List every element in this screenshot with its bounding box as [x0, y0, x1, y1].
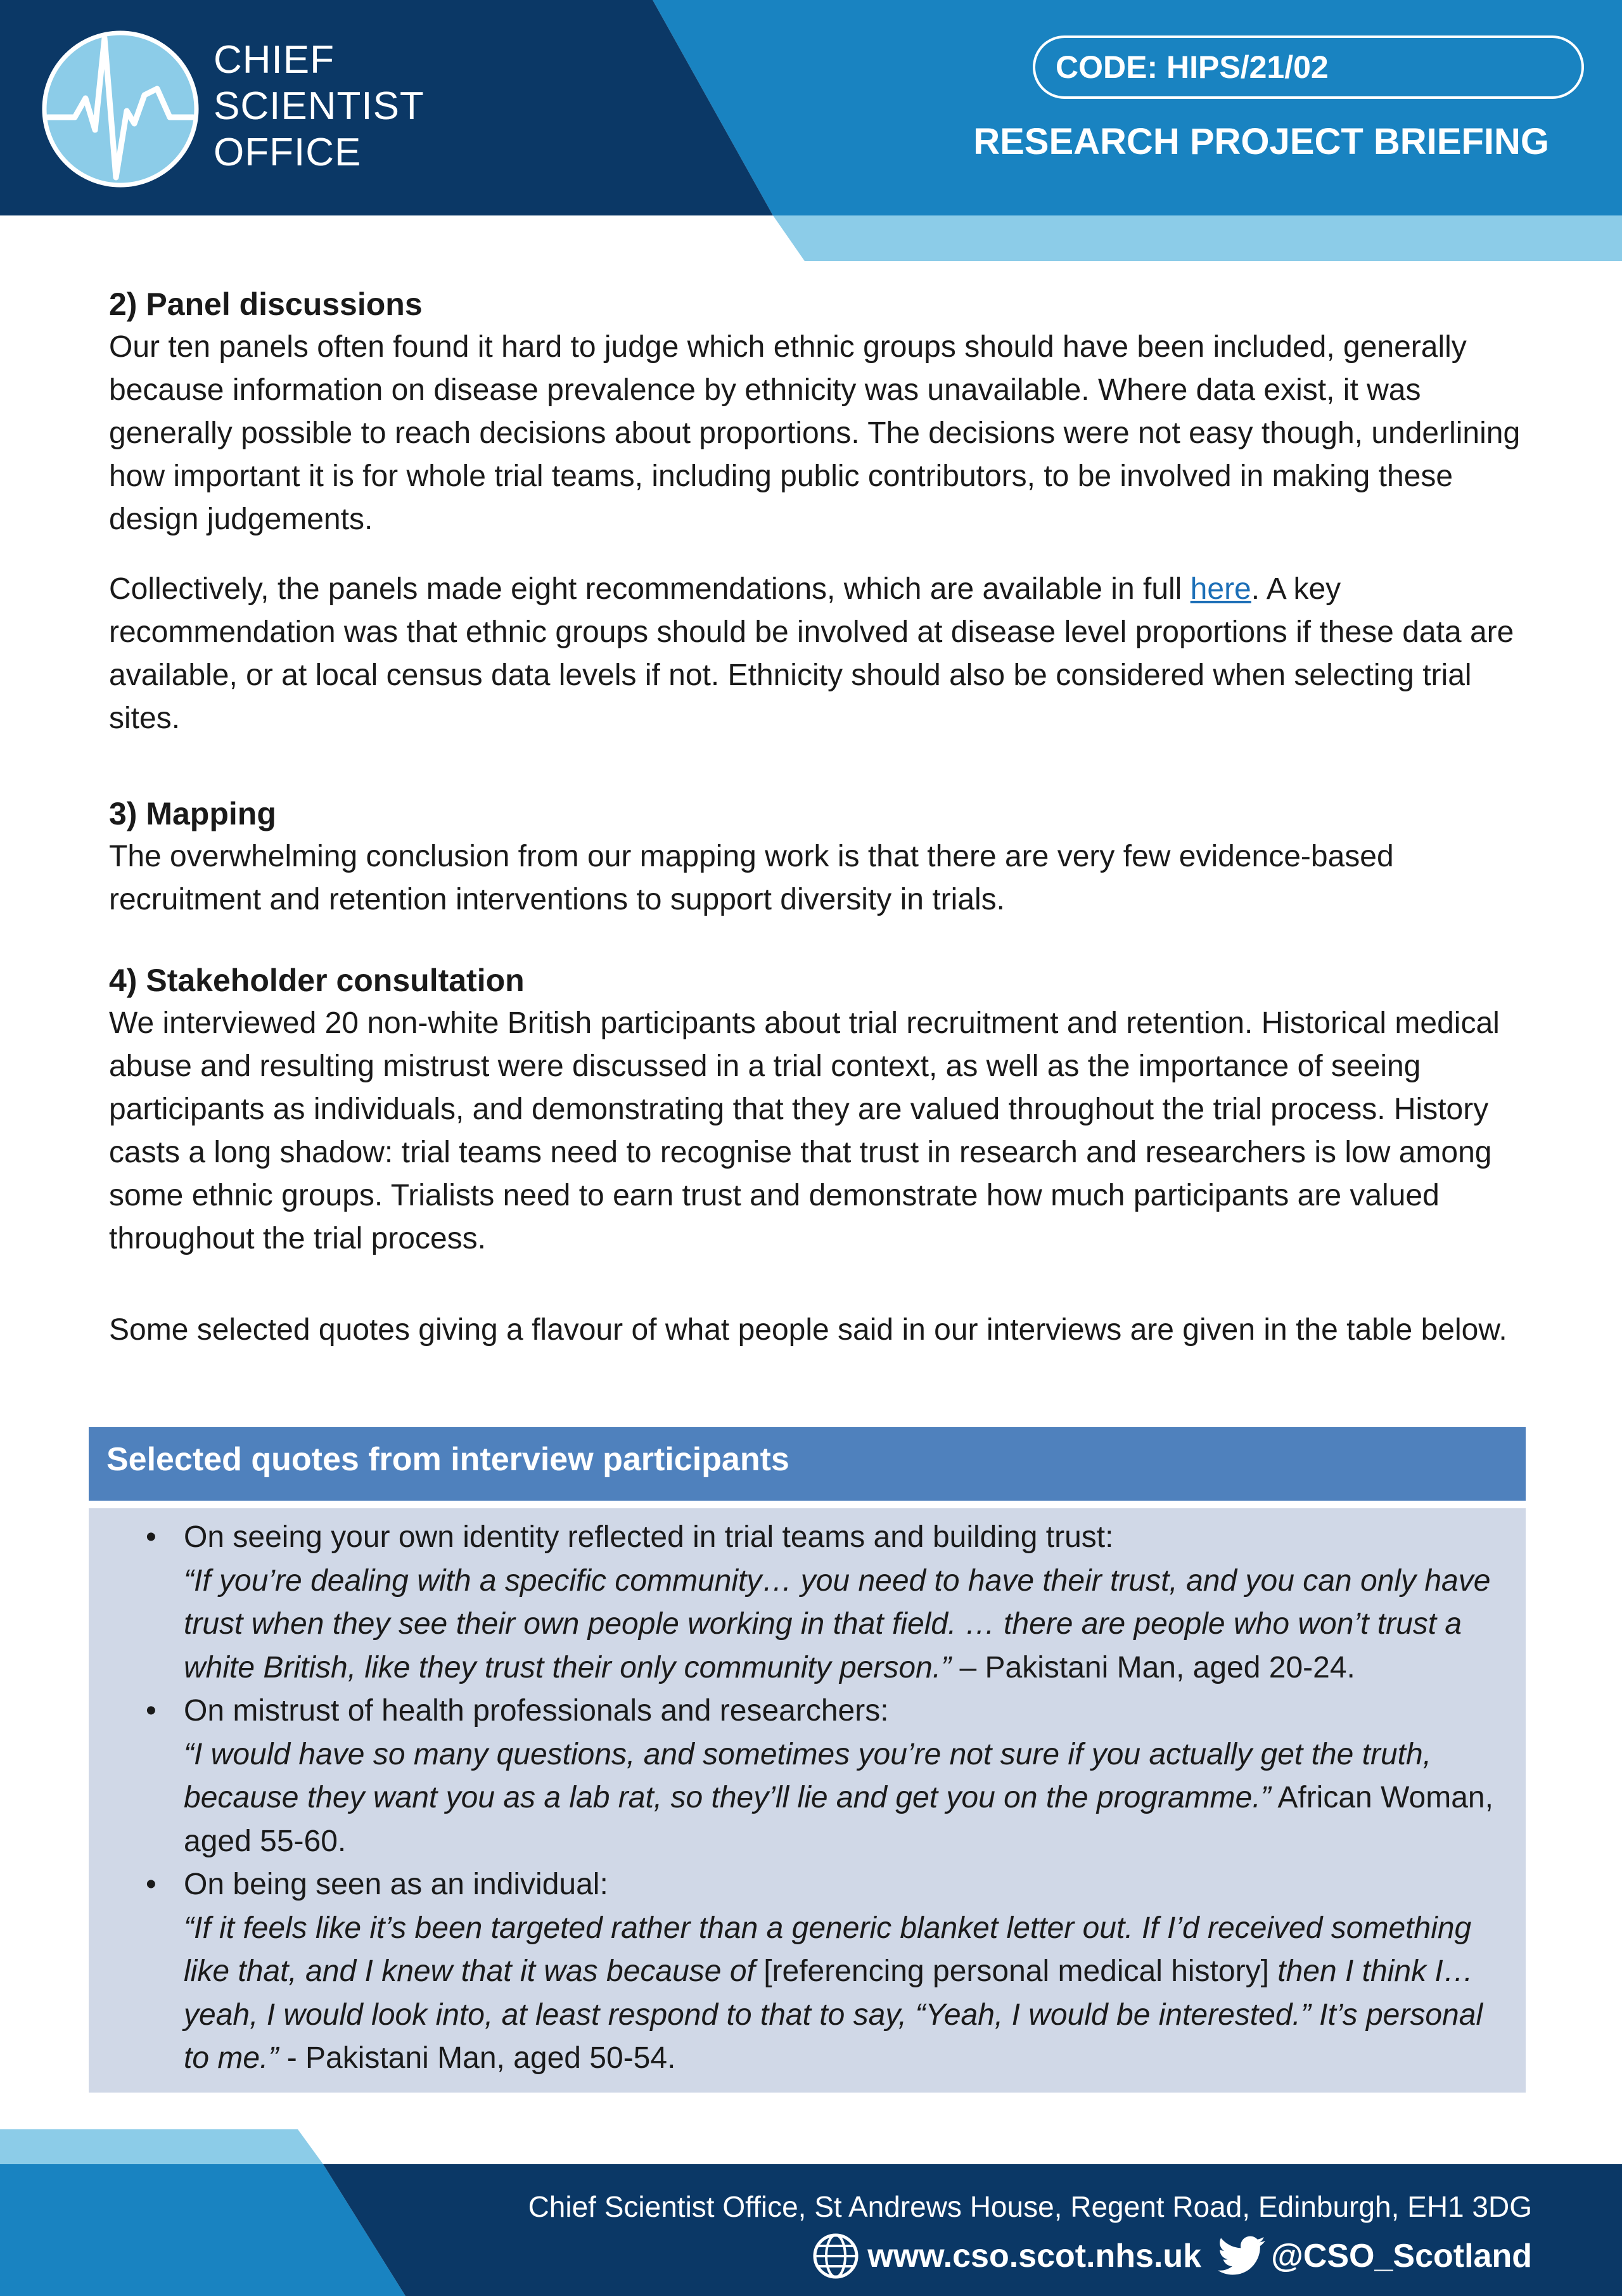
- recommendations-link[interactable]: here: [1190, 572, 1251, 606]
- project-code-badge: CODE: HIPS/21/02: [1033, 35, 1584, 99]
- logo-line-3: OFFICE: [214, 131, 362, 174]
- bullet-icon: •: [146, 1694, 156, 1728]
- logo-line-2: SCIENTIST: [214, 84, 425, 128]
- quotes-table-body: [89, 1508, 1526, 2093]
- paragraph-quotes-intro: Some selected quotes giving a flavour of what people said in our interviews are given in the table below.: [109, 1313, 1507, 1347]
- section-heading: 3) Mapping: [109, 796, 276, 831]
- quote-intro: On being seen as an individual:: [184, 1868, 608, 1901]
- briefing-title: RESEARCH PROJECT BRIEFING: [973, 121, 1549, 162]
- twitter-handle-link[interactable]: @CSO_Scotland: [1271, 2238, 1532, 2274]
- logo-line-1: CHIEF: [214, 38, 335, 82]
- quote-intro: On mistrust of health professionals and researchers:: [184, 1694, 889, 1728]
- logo-emblem-icon: [44, 33, 196, 185]
- quote-text: “I would have so many questions, and sometimes you’re not sure if you actually get the truth, because they want you as a lab rat, so they’ll lie and get you on the programme.”: [184, 1737, 1432, 1814]
- quote-item: [146, 1516, 1508, 1690]
- footer-links: [812, 2232, 1532, 2280]
- quotes-table-header: Selected quotes from interview participants: [89, 1427, 1526, 1501]
- section-panel-discussions: [109, 283, 1528, 740]
- text: Collectively, the panels made eight recommendations, which are available in full: [109, 572, 1191, 606]
- quote-attribution: – Pakistani Man, aged 20-24.: [951, 1650, 1355, 1684]
- bullet-icon: •: [146, 1520, 156, 1554]
- quote-bracket: [referencing personal medical history]: [763, 1954, 1269, 1988]
- footer-address: Chief Scientist Office, St Andrews House, Regent Road, Edinburgh, EH1 3DG: [528, 2190, 1532, 2223]
- bullet-icon: •: [146, 1868, 156, 1901]
- quote-attribution: African Woman, aged 55-60.: [184, 1781, 1493, 1858]
- paragraph: We interviewed 20 non-white British participants about trial recruitment and retention. Historical medical abuse and resulting mistrust were discussed in a trial context, as well as the importance of seeing participants as individuals, and demonstrating that they are valued throughout the trial process. History casts a long shadow: trial teams need to recognise that trust in research and researchers is low among some ethnic groups. Trialists need to earn trust and demonstrate how much participants are valued throughout the trial process.: [109, 1006, 1500, 1255]
- paragraph: The overwhelming conclusion from our mapping work is that there are very few evidence-based recruitment and retention interventions to support diversity in trials.: [109, 840, 1394, 916]
- globe-icon: [812, 2232, 860, 2280]
- twitter-icon: [1218, 2235, 1266, 2277]
- quote-item: [146, 1863, 1508, 2081]
- quote-text: “If it feels like it’s been targeted rather than a generic blanket letter out. If I’d received something like that, and I knew that it was because of: [184, 1911, 1472, 1988]
- section-heading: 2) Panel discussions: [109, 286, 423, 322]
- logo-wordmark: [214, 37, 425, 176]
- quotes-list: [146, 1516, 1508, 2081]
- quote-attribution: - Pakistani Man, aged 50-54.: [278, 2041, 676, 2075]
- quote-item: [146, 1690, 1508, 1863]
- section-mapping: [109, 792, 1528, 921]
- website-link[interactable]: www.cso.scot.nhs.uk: [867, 2238, 1202, 2274]
- paragraph: Our ten panels often found it hard to judge which ethnic groups should have been included, generally because information on disease prevalence by ethnicity was unavailable. Where data exist, it was generally possible to reach decisions about proportions. The decisions were not easy though, underlining how important it is for whole trial teams, including public contributors, to be involved in making these design judgements.: [109, 330, 1521, 536]
- text: . A key recommendation was that ethnic groups should be involved at disease level proportions if these data are available, or at local census data levels if not. Ethnicity should also be considered when selecting trial sites.: [109, 572, 1514, 735]
- quote-text-continued: then I think I… yeah, I would look into, at least respond to that to say, “Yeah, I would be interested.” It’s personal to me.”: [184, 1954, 1483, 2075]
- section-heading: 4) Stakeholder consultation: [109, 963, 525, 998]
- quote-text: “If you’re dealing with a specific community… you need to have their trust, and you can only have trust when they see their own people working in that field. … there are people who won’t trust a white British, like they trust their only community person.”: [184, 1563, 1491, 1684]
- section-stakeholder-consultation: [109, 959, 1528, 1352]
- quote-intro: On seeing your own identity reflected in trial teams and building trust:: [184, 1520, 1114, 1554]
- paragraph-recommendations: [109, 568, 1528, 740]
